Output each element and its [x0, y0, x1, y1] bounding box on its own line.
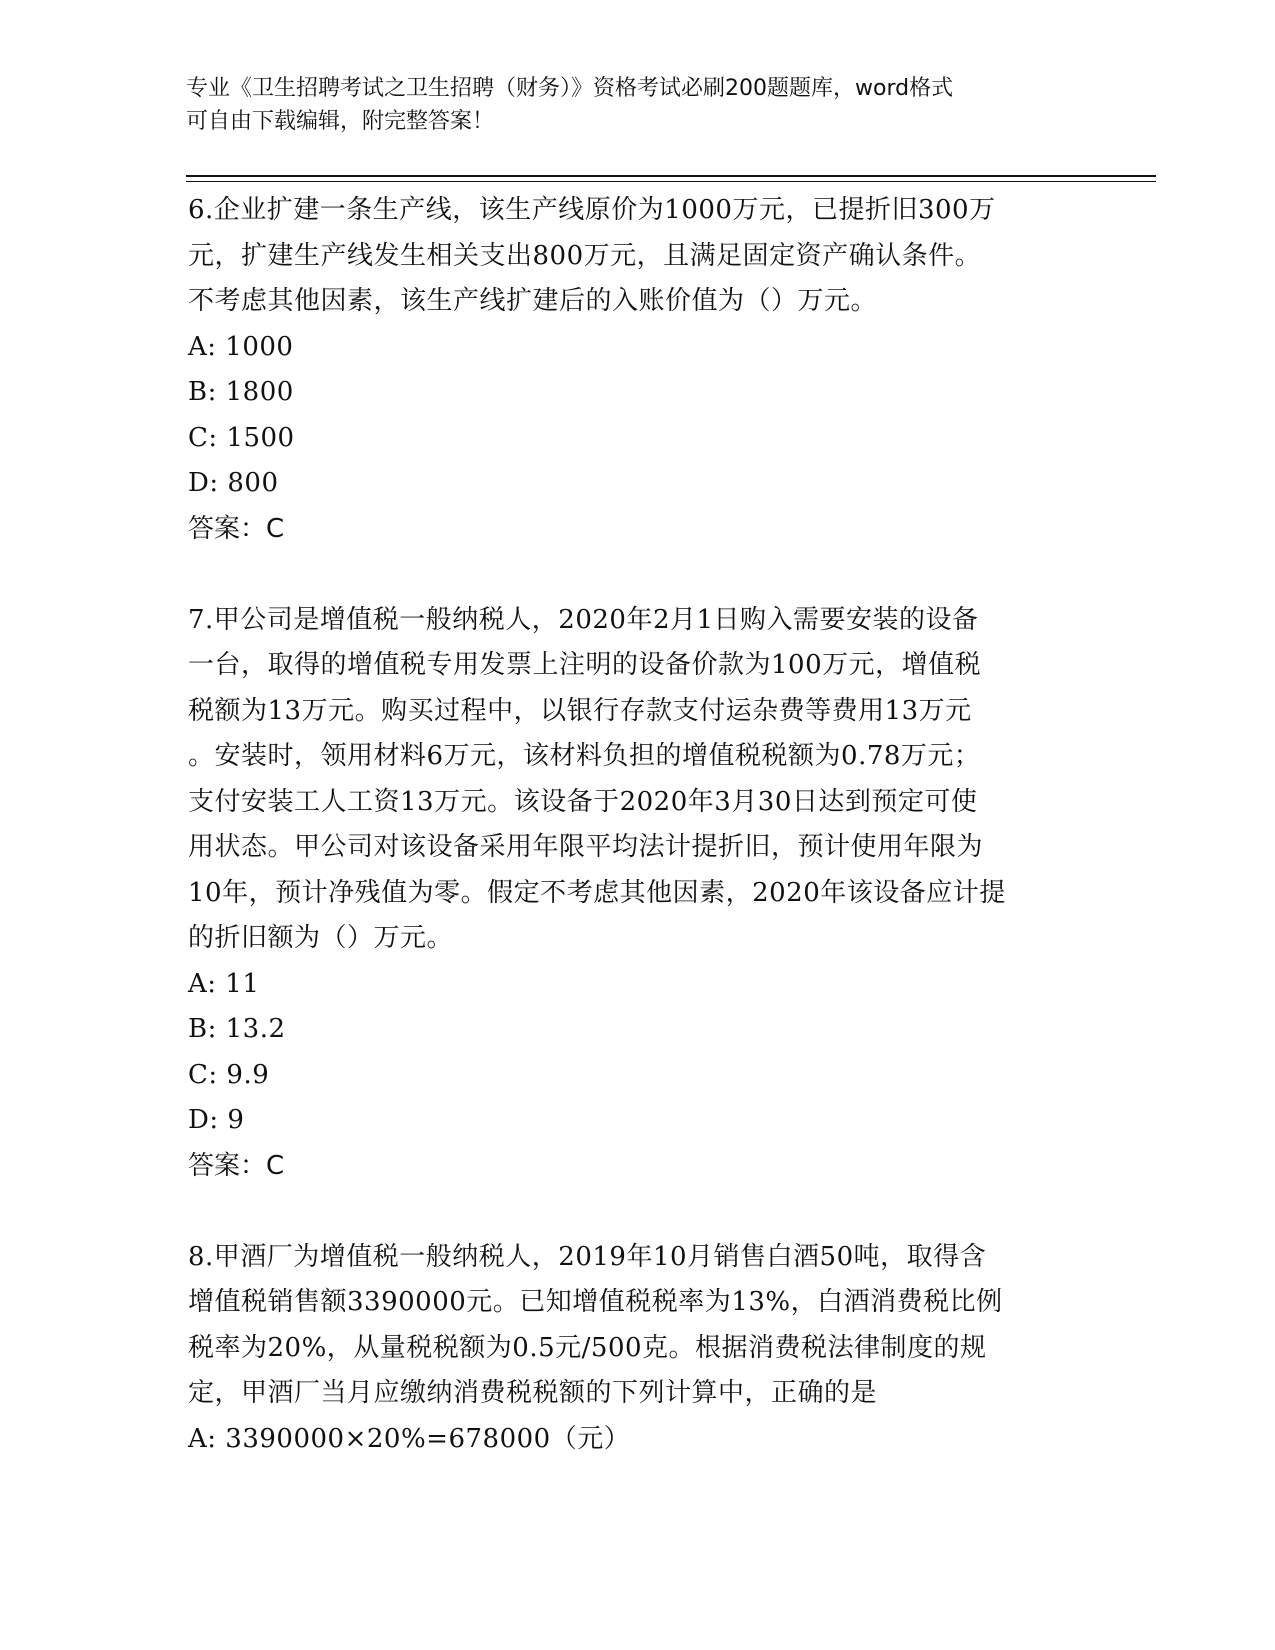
question-stem-line: 不考虑其他因素，该生产线扩建后的入账价值为（）万元。 — [188, 286, 878, 316]
question-stem-line: 7.甲公司是增值税一般纳税人，2020年2月1日购入需要安装的设备 — [188, 604, 979, 635]
question-stem-line: 10年，预计净残值为零。假定不考虑其他因素，2020年该设备应计提 — [188, 877, 1006, 908]
option-c: C: 9.9 — [188, 1059, 270, 1090]
question-stem-line: 的折旧额为（）万元。 — [188, 923, 454, 953]
header-line-1: 专业《卫生招聘考试之卫生招聘（财务）》资格考试必刷200题题库，word格式 — [186, 76, 954, 101]
option-d: D: 9 — [188, 1105, 245, 1135]
question-stem-line: 支付安装工人工资13万元。该设备于2020年3月30日达到预定可使 — [188, 786, 978, 817]
question-6 — [188, 188, 1068, 552]
header-divider-thick — [186, 175, 1156, 177]
document-header — [186, 72, 1066, 138]
option-b: B: 13.2 — [188, 1014, 286, 1044]
question-stem-line: 元，扩建生产线发生相关支出800万元，且满足固定资产确认条件。 — [188, 240, 982, 271]
option-a: A: 1000 — [188, 331, 294, 362]
question-stem-line: 用状态。甲公司对该设备采用年限平均法计提折旧，预计使用年限为 — [188, 832, 984, 862]
question-7 — [188, 598, 1068, 1190]
question-stem-line: 8.甲酒厂为增值税一般纳税人，2019年10月销售白酒50吨，取得含 — [188, 1241, 987, 1272]
answer-line: 答案：C — [188, 1150, 285, 1181]
option-a: A: 11 — [188, 968, 260, 999]
header-divider-thin — [186, 181, 1156, 182]
question-stem-line: 。安装时，领用材料6万元，该材料负担的增值税税额为0.78万元； — [188, 741, 981, 771]
option-c: C: 1500 — [188, 422, 295, 453]
question-stem-line: 定，甲酒厂当月应缴纳消费税税额的下列计算中，正确的是 — [188, 1378, 878, 1408]
question-list — [188, 188, 1068, 1462]
answer-line: 答案：C — [188, 513, 285, 544]
question-spacer — [188, 1189, 1068, 1235]
header-line-2: 可自由下载编辑，附完整答案！ — [186, 109, 495, 134]
question-stem-line: 增值税销售额3390000元。已知增值税税率为13%，白酒消费税比例 — [188, 1287, 1003, 1317]
question-stem-line: 税额为13万元。购买过程中，以银行存款支付运杂费等费用13万元 — [188, 695, 972, 726]
option-d: D: 800 — [188, 468, 279, 498]
question-stem-line: 税率为20%，从量税税额为0.5元/500克。根据消费税法律制度的规 — [188, 1332, 987, 1363]
option-a: A: 3390000×20%=678000（元） — [188, 1423, 631, 1454]
question-stem-line: 一台，取得的增值税专用发票上注明的设备价款为100万元，增值税 — [188, 650, 982, 680]
question-8 — [188, 1235, 1068, 1463]
option-b: B: 1800 — [188, 377, 294, 407]
question-stem-line: 6.企业扩建一条生产线，该生产线原价为1000万元，已提折旧300万 — [188, 195, 996, 225]
question-spacer — [188, 552, 1068, 598]
